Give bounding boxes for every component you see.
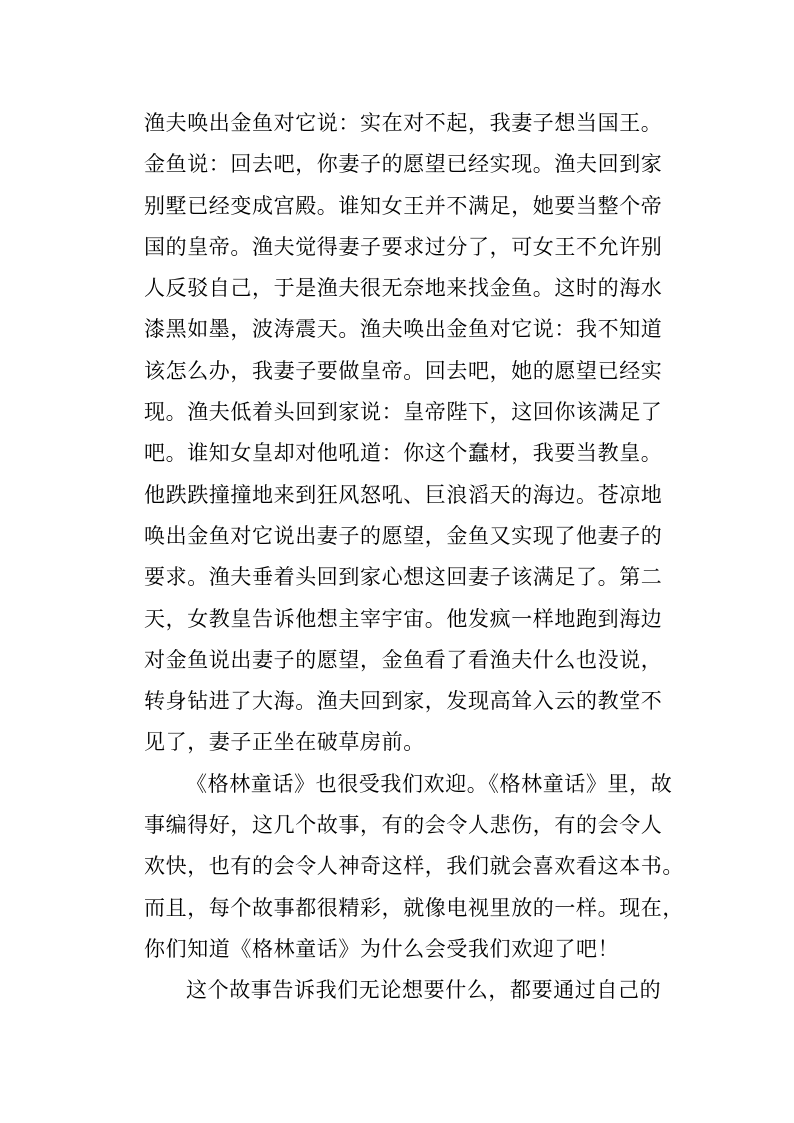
paragraph-start-line: 《格林童话》也很受我们欢迎。《格林童话》里，故 [186,771,673,796]
document-body [144,103,684,1012]
text-line: 别墅已经变成宫殿。谁知女王并不满足，她要当整个帝 [144,193,663,218]
text-line: 唤出金鱼对它说出妻子的愿望，金鱼又实现了他妻子的 [144,523,663,548]
text-line: 对金鱼说出妻子的愿望，金鱼看了看渔夫什么也没说， [144,647,663,672]
text-line: 你们知道《格林童话》为什么会受我们欢迎了吧！ [144,936,620,961]
paragraph-start-line: 这个故事告诉我们无论想要什么，都要通过自己的 [186,978,662,1003]
text-line: 天，女教皇告诉他想主宰宇宙。他发疯一样地跑到海边 [144,606,663,631]
text-line: 吧。谁知女皇却对他吼道：你这个蠢材，我要当教皇。 [144,441,663,466]
text-line: 金鱼说：回去吧，你妻子的愿望已经实现。渔夫回到家 [144,152,663,177]
text-line: 人反驳自己，于是渔夫很无奈地来找金鱼。这时的海水 [144,276,663,301]
text-line: 事编得好，这几个故事，有的会令人悲伤，有的会令人 [144,813,663,838]
text-line: 现。渔夫低着头回到家说：皇帝陛下，这回你该满足了 [144,400,663,425]
text-line: 渔夫唤出金鱼对它说：实在对不起，我妻子想当国王。 [144,111,663,135]
text-line: 国的皇帝。渔夫觉得妻子要求过分了，可女王不允许别 [144,234,663,259]
text-line: 他跌跌撞撞地来到狂风怒吼、巨浪滔天的海边。苍凉地 [144,482,663,507]
text-line: 见了，妻子正坐在破草房前。 [144,730,425,755]
text-line: 而且，每个故事都很精彩，就像电视里放的一样。现在， [144,895,684,920]
text-line: 要求。渔夫垂着头回到家心想这回妻子该满足了。第二 [144,565,663,590]
text-line: 该怎么办，我妻子要做皇帝。回去吧，她的愿望已经实 [144,358,663,383]
text-line: 欢快，也有的会令人神奇这样，我们就会喜欢看这本书。 [144,854,684,879]
text-line: 转身钻进了大海。渔夫回到家，发现高耸入云的教堂不 [144,689,663,714]
text-line: 漆黑如墨，波涛震天。渔夫唤出金鱼对它说：我不知道 [144,317,663,342]
